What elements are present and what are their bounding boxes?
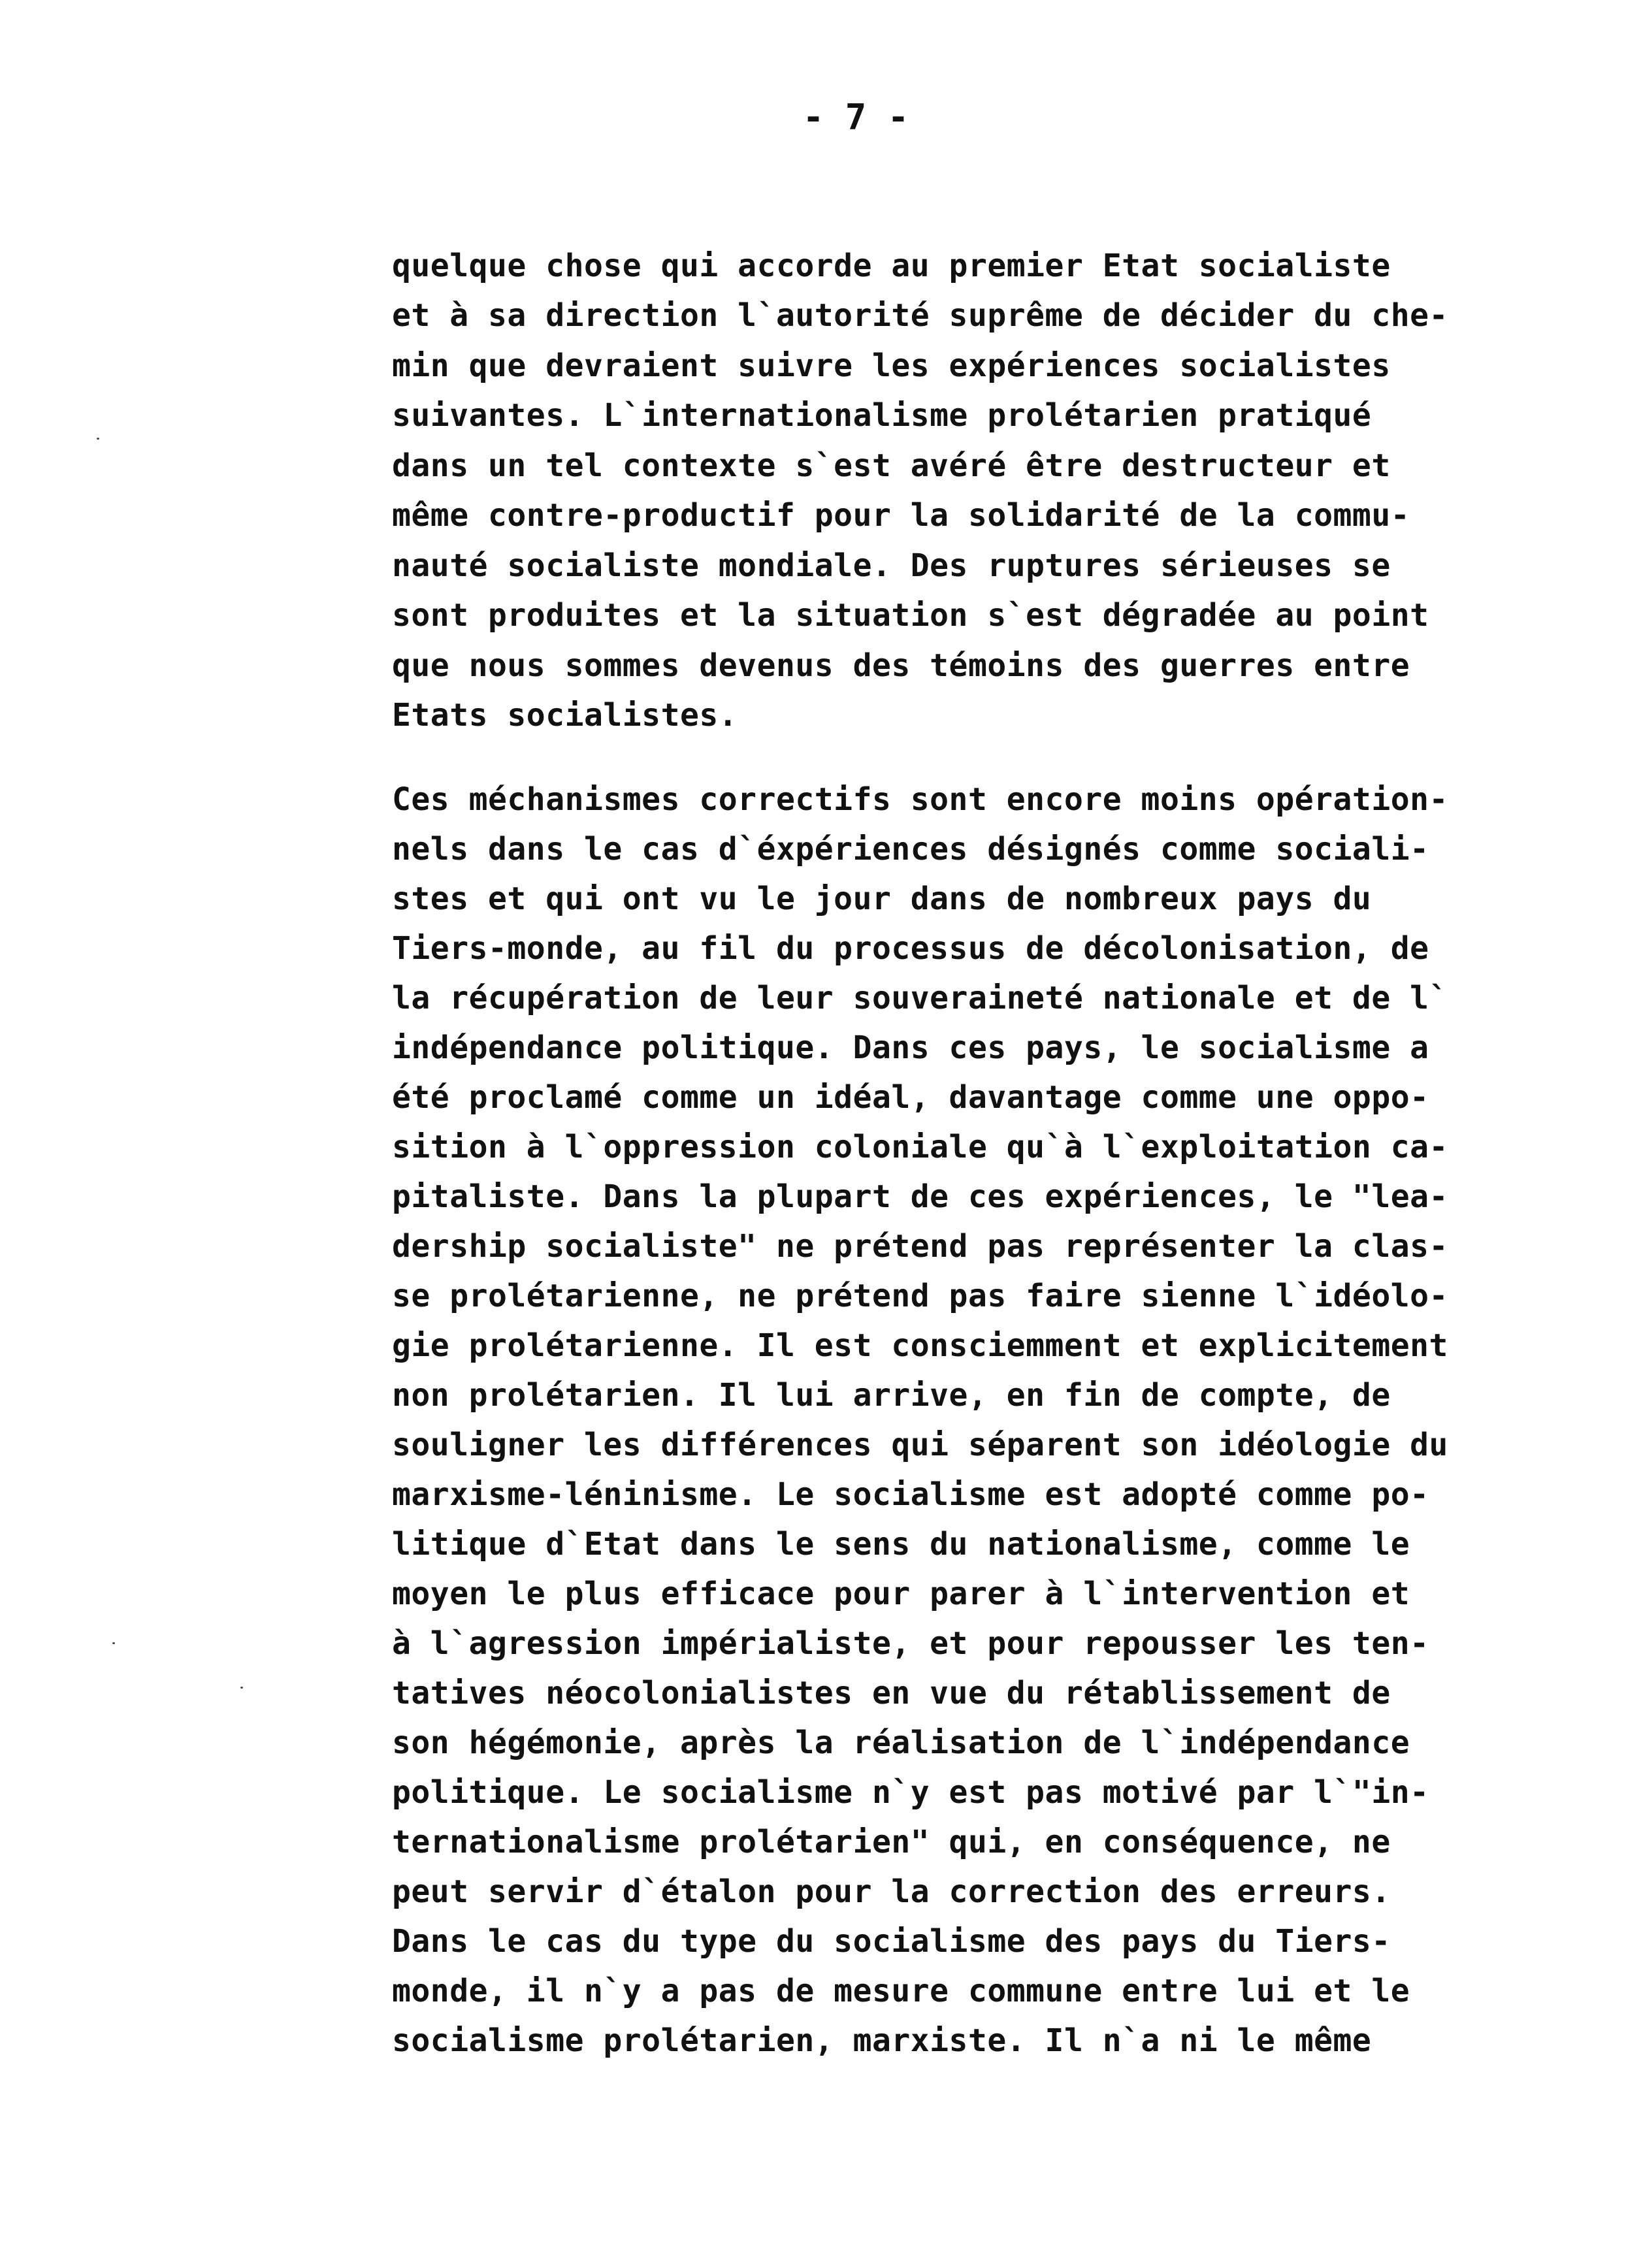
paragraph-2-line: gie prolétarienne. Il est consciemment et explicitement	[392, 1327, 1448, 1364]
paragraph-1-line: quelque chose qui accorde au premier Etat socialiste	[392, 248, 1391, 284]
paragraph-2-line: Tiers-monde, au fil du processus de décolonisation, de	[392, 930, 1429, 967]
paragraph-1-line: suivantes. L`internationalisme prolétarien pratiqué	[392, 397, 1372, 434]
page-number: - 7 -	[802, 97, 909, 138]
paragraph-2-line: indépendance politique. Dans ces pays, le socialisme a	[392, 1029, 1429, 1066]
paragraph-2-line: à l`agression impérialiste, et pour repousser les ten-	[392, 1625, 1429, 1662]
paragraph-1-line: nauté socialiste mondiale. Des ruptures sérieuses se	[392, 547, 1391, 584]
paragraph-2-line: souligner les différences qui séparent son idéologie du	[392, 1427, 1448, 1463]
paragraph-2-line: sition à l`oppression coloniale qu`à l`exploitation ca-	[392, 1129, 1448, 1165]
paragraph-2-line: se prolétarienne, ne prétend pas faire sienne l`idéolo-	[392, 1278, 1448, 1314]
paragraph-2-line: socialisme prolétarien, marxiste. Il n`a ni le même	[392, 2022, 1372, 2059]
paragraph-2-line: litique d`Etat dans le sens du nationalisme, comme le	[392, 1526, 1410, 1563]
scan-speck	[112, 1642, 115, 1644]
paragraph-1-line: que nous sommes devenus des témoins des guerres entre	[392, 647, 1410, 684]
paragraph-2-line: nels dans le cas d`éxpériences désignés comme sociali-	[392, 831, 1429, 867]
paragraph-1-line: et à sa direction l`autorité suprême de décider du che-	[392, 297, 1448, 334]
paragraph-2-line: ternationalisme prolétarien" qui, en conséquence, ne	[392, 1824, 1391, 1860]
paragraph-2-line: Ces méchanismes correctifs sont encore moins opération-	[392, 781, 1448, 818]
paragraph-2-line: été proclamé comme un idéal, davantage comme une oppo-	[392, 1079, 1429, 1116]
paragraph-2-line: peut servir d`étalon pour la correction des erreurs.	[392, 1873, 1391, 1910]
paragraph-2-line: Dans le cas du type du socialisme des pays du Tiers-	[392, 1923, 1391, 1960]
paragraph-1-line: sont produites et la situation s`est dégradée au point	[392, 597, 1429, 634]
paragraph-1-line: dans un tel contexte s`est avéré être destructeur et	[392, 447, 1391, 484]
paragraph-2-line: monde, il n`y a pas de mesure commune entre lui et le	[392, 1973, 1410, 2009]
paragraph-2-line: marxisme-léninisme. Le socialisme est adopté comme po-	[392, 1476, 1429, 1513]
scan-speck	[97, 438, 99, 440]
paragraph-2-line: la récupération de leur souveraineté nationale et de l`	[392, 980, 1448, 1016]
paragraph-2-line: son hégémonie, après la réalisation de l`indépendance	[392, 1725, 1410, 1761]
paragraph-1-line: min que devraient suivre les expériences socialistes	[392, 348, 1391, 384]
paragraph-2-line: moyen le plus efficace pour parer à l`intervention et	[392, 1576, 1410, 1612]
paragraph-1-line: même contre-productif pour la solidarité de la commu-	[392, 497, 1410, 534]
scan-speck	[240, 1687, 243, 1689]
paragraph-2-line: pitaliste. Dans la plupart de ces expériences, le "lea-	[392, 1178, 1448, 1215]
paragraph-2-line: non prolétarien. Il lui arrive, en fin de compte, de	[392, 1377, 1391, 1414]
paragraph-2-line: stes et qui ont vu le jour dans de nombreux pays du	[392, 881, 1372, 917]
paragraph-2-line: tatives néocolonialistes en vue du rétablissement de	[392, 1675, 1391, 1711]
paragraph-2-line: dership socialiste" ne prétend pas représenter la clas-	[392, 1228, 1448, 1265]
paragraph-2-line: politique. Le socialisme n`y est pas motivé par l`"in-	[392, 1774, 1429, 1811]
paragraph-1-line: Etats socialistes.	[392, 697, 738, 734]
